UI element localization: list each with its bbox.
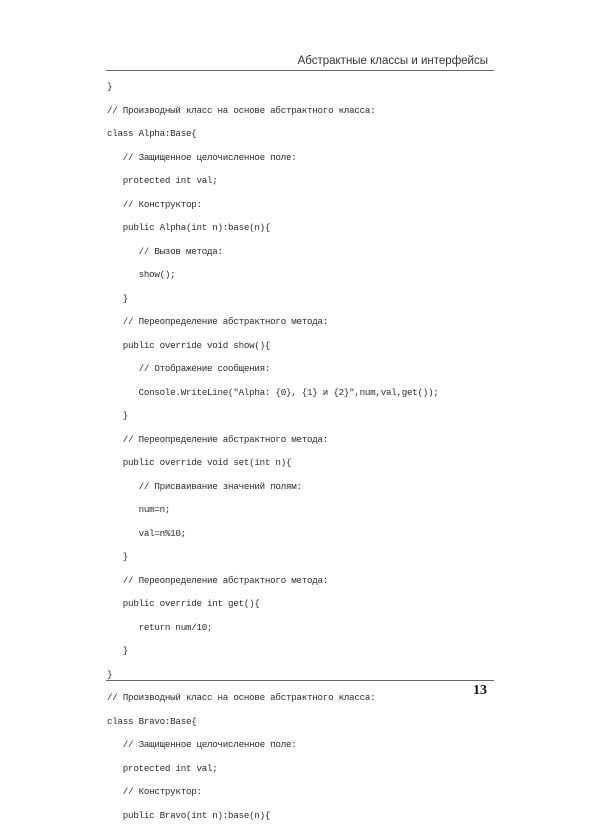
code-line: class Alpha:Base{ xyxy=(107,122,497,146)
code-line: class Bravo:Base{ xyxy=(107,710,497,734)
code-line: } xyxy=(107,287,497,311)
code-line: protected int val; xyxy=(107,757,497,781)
code-line: public override void show(){ xyxy=(107,334,497,358)
code-line: } xyxy=(107,75,497,99)
code-line: show(); xyxy=(107,263,497,287)
code-line: return num/10; xyxy=(107,616,497,640)
code-line: // Защищенное целочисленное поле: xyxy=(107,733,497,757)
code-line: public override void set(int n){ xyxy=(107,451,497,475)
code-line: // Производный класс на основе абстрактного класса: xyxy=(107,686,497,710)
header-divider xyxy=(106,70,494,71)
code-line: // Защищенное целочисленное поле: xyxy=(107,146,497,170)
code-line: num=n; xyxy=(107,498,497,522)
code-line: // Отображение сообщения: xyxy=(107,357,497,381)
code-line: val=n%10; xyxy=(107,522,497,546)
code-listing xyxy=(107,75,497,827)
running-header: Абстрактные классы и интерфейсы xyxy=(298,55,488,67)
code-line: // Вызов метода: xyxy=(107,240,497,264)
code-line: } xyxy=(107,404,497,428)
code-line: Console.WriteLine("Alpha: {0}, {1} и {2}",num,val,get()); xyxy=(107,381,497,405)
code-line: // Переопределение абстрактного метода: xyxy=(107,310,497,334)
footer-divider xyxy=(106,680,494,681)
code-line: } xyxy=(107,663,497,687)
code-line: protected int val; xyxy=(107,169,497,193)
code-line: // Производный класс на основе абстрактного класса: xyxy=(107,99,497,123)
code-line: } xyxy=(107,545,497,569)
code-line: // Конструктор: xyxy=(107,193,497,217)
code-line: // Конструктор: xyxy=(107,780,497,804)
page-number: 13 xyxy=(473,683,487,699)
code-line: } xyxy=(107,639,497,663)
code-line: // Переопределение абстрактного метода: xyxy=(107,428,497,452)
code-line: // Переопределение абстрактного метода: xyxy=(107,569,497,593)
code-line: public override int get(){ xyxy=(107,592,497,616)
code-line: public Alpha(int n):base(n){ xyxy=(107,216,497,240)
code-line: // Присваивание значений полям: xyxy=(107,475,497,499)
code-line: public Bravo(int n):base(n){ xyxy=(107,804,497,827)
